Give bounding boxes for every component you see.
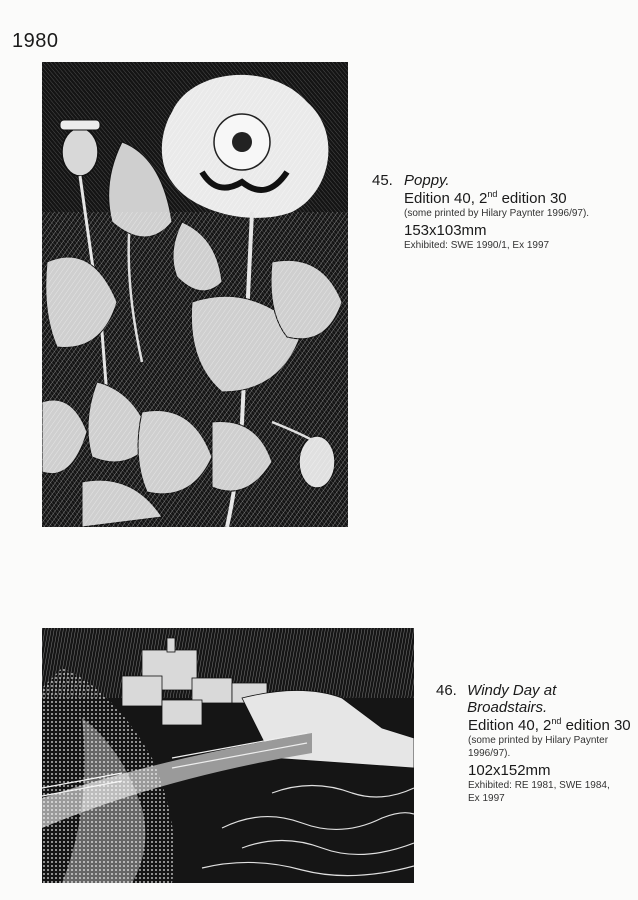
entry-number: 45. [372,172,393,189]
entry-exhibited: Exhibited: SWE 1990/1, Ex 1997 [404,240,550,251]
caption-broadstairs [436,682,636,805]
entry-edition: Edition 40, 2nd edition 30 [404,189,567,207]
poppy-illustration [42,62,348,527]
entry-dimensions: 102x152mm [468,762,551,779]
entry-note: (some printed by Hilary Paynter 1996/97). [404,208,590,219]
broadstairs-illustration [42,628,414,883]
entry-exhibited: Exhibited: RE 1981, SWE 1984, Ex 1997 [468,780,610,804]
caption-poppy [372,172,632,252]
entry-note: (some printed by Hilary Paynter 1996/97). [468,735,609,759]
entry-edition: Edition 40, 2nd edition 30 [468,716,631,734]
page-year: 1980 [12,30,59,52]
entry-title: Poppy. [404,172,450,189]
entry-title: Windy Day at Broadstairs. [467,682,557,716]
broadstairs-engraving [42,628,414,883]
poppy-engraving [42,62,348,527]
entry-dimensions: 153x103mm [404,222,487,239]
entry-number: 46. [436,682,457,699]
